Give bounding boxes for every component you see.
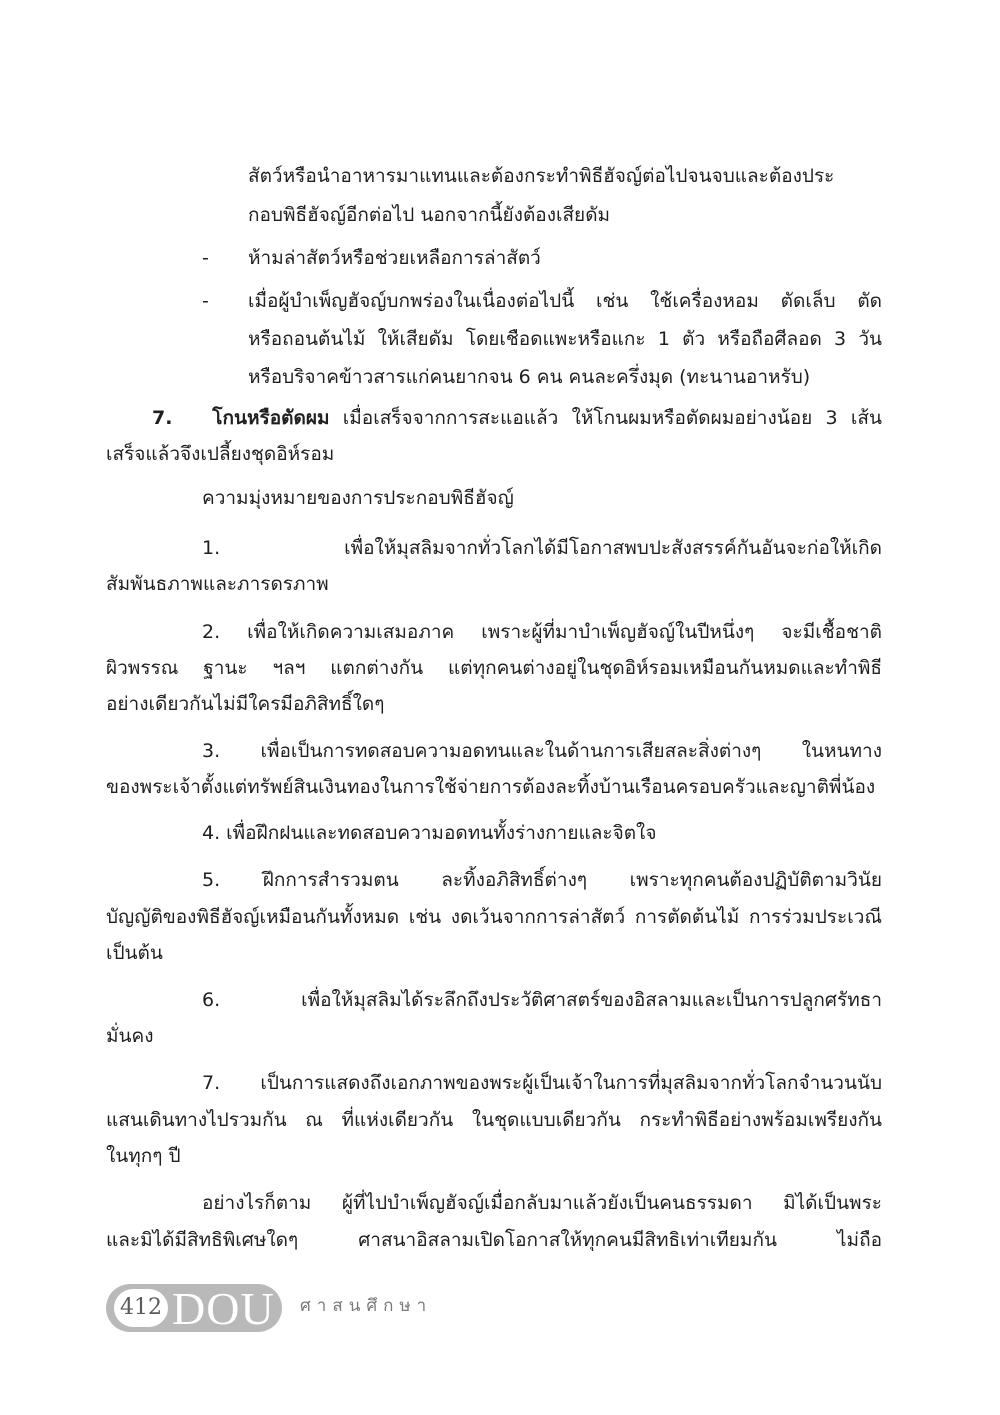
- purpose-5-line-2: บัญญัติของพิธีฮัจญ์เหมือนกันทั้งหมด เช่น งดเว้นจากการล่าสัตว์ การตัดต้นไม้ การร่วมประเวณี: [106, 906, 882, 928]
- continued-text-line-1: สัตว์หรือนำอาหารมาแทนและต้องกระทำพิธีฮัจญ์ต่อไปจนจบและต้องประ: [248, 165, 835, 187]
- purpose-4-line-1: 4. เพื่อฝึกฝนและทดสอบความอดทนทั้งร่างกายและจิตใจ: [202, 822, 657, 844]
- book-title: ศาสนศึกษา: [300, 1296, 433, 1316]
- purpose-7-line-1: 7. เป็นการแสดงถึงเอกภาพของพระผู้เป็นเจ้าในการที่มุสลิมจากทั่วโลกจำนวนนับ: [202, 1072, 882, 1094]
- purpose-7-line-3: ในทุกๆ ปี: [106, 1145, 181, 1167]
- purpose-7-line-2: แสนเดินทางไปรวมกัน ณ ที่แห่งเดียวกัน ในชุดแบบเดียวกัน กระทำพิธีอย่างพร้อมเพรียงกัน: [106, 1109, 882, 1131]
- page-number: 412: [114, 1289, 168, 1327]
- closing-paragraph-line-1: อย่างไรก็ตาม ผู้ที่ไปบำเพ็ญฮัจญ์เมื่อกลับมาแล้วยังเป็นคนธรรมดา มิได้เป็นพระ: [202, 1192, 882, 1214]
- bullet-item-2-line-3: หรือบริจาคข้าวสารแก่คนยากจน 6 คน คนละครึ่งมุด (ทะนานอาหรับ): [248, 366, 811, 388]
- purpose-2-line-2: ผิวพรรณ ฐานะ ฯลฯ แตกต่างกัน แต่ทุกคนต่างอยู่ในชุดอิห์รอมเหมือนกันหมดและทำพิธี: [106, 657, 882, 679]
- purpose-2-line-1: 2. เพื่อให้เกิดความเสมอภาค เพราะผู้ที่มาบำเพ็ญฮัจญ์ในปีหนึ่งๆ จะมีเชื้อชาติ: [202, 621, 882, 643]
- bullet-item-2-line-1: เมื่อผู้บำเพ็ญฮัจญ์บกพร่องในเนื่องต่อไปนี้ เช่น ใช้เครื่องหอม ตัดเล็บ ตัด: [248, 290, 882, 312]
- item-7-heading: โกนหรือตัดผม: [212, 407, 330, 429]
- purpose-6-line-2: มั่นคง: [106, 1025, 154, 1047]
- continued-text-line-2: กอบพิธีฮัจญ์อีกต่อไป นอกจากนี้ยังต้องเสียดัม: [248, 204, 611, 226]
- purpose-2-line-3: อย่างเดียวกันไม่มีใครมีอภิสิทธิ์ใดๆ: [106, 693, 385, 715]
- purpose-1-line-2: สัมพันธภาพและภารดรภาพ: [106, 573, 329, 595]
- item-7-number: 7.: [152, 407, 173, 429]
- item-7-line-1: [152, 404, 882, 432]
- purpose-5-line-1: 5. ฝึกการสำรวมตน ละทิ้งอภิสิทธิ์ต่างๆ เพราะทุกคนต้องปฏิบัติตามวินัย: [202, 869, 882, 891]
- dou-logo: DOU: [172, 1283, 275, 1334]
- item-7-text: เมื่อเสร็จจากการสะแอแล้ว ให้โกนผมหรือตัดผมอย่างน้อย 3 เส้น: [342, 407, 882, 429]
- bullet-dash-2: -: [202, 290, 209, 312]
- section-heading: ความมุ่งหมายของการประกอบพิธีฮัจญ์: [202, 487, 514, 509]
- bullet-dash-1: -: [202, 247, 209, 269]
- item-7-line-2: เสร็จแล้วจึงเปลี้ยงชุดอิห์รอม: [106, 443, 335, 465]
- purpose-5-line-3: เป็นต้น: [106, 942, 163, 964]
- purpose-6-line-1: 6. เพื่อให้มุสลิมได้ระลึกถึงประวัติศาสตร์ของอิสลามและเป็นการปลูกศรัทธา: [202, 989, 882, 1011]
- bullet-item-2-line-2: หรือถอนต้นไม้ ให้เสียดัม โดยเชือดแพะหรือแกะ 1 ตัว หรือถือศีลอด 3 วัน: [248, 328, 882, 350]
- purpose-1-line-1: 1. เพื่อให้มุสลิมจากทั่วโลกได้มีโอกาสพบปะสังสรรค์กันอันจะก่อให้เกิด: [202, 537, 882, 559]
- purpose-3-line-1: 3. เพื่อเป็นการทดสอบความอดทนและในด้านการเสียสละสิ่งต่างๆ ในหนทาง: [202, 740, 882, 762]
- closing-paragraph-line-2: และมิได้มีสิทธิพิเศษใดๆ ศาสนาอิสลามเปิดโอกาสให้ทุกคนมีสิทธิเท่าเทียมกัน ไม่ถือ: [106, 1229, 882, 1251]
- purpose-3-line-2: ของพระเจ้าตั้งแต่ทรัพย์สินเงินทองในการใช้จ่ายการต้องละทิ้งบ้านเรือนครอบครัวและญาติพี่น้อง: [106, 776, 876, 798]
- bullet-item-1: ห้ามล่าสัตว์หรือช่วยเหลือการล่าสัตว์: [248, 247, 541, 269]
